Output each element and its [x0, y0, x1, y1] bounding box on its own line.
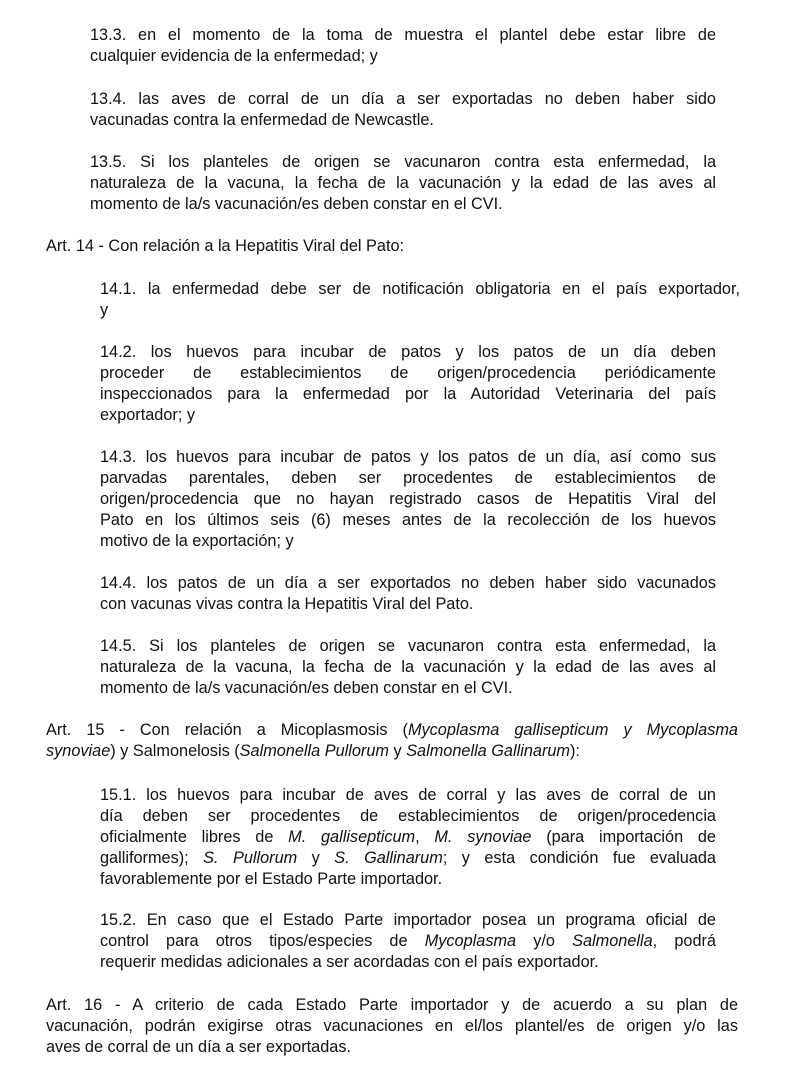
text-line: motivo de la exportación; y [100, 532, 294, 550]
text-line: origen/procedencia que no hayan registrado casos de Hepatitis Viral del [100, 490, 716, 508]
text-line: momento de la/s vacunación/es deben constar en el CVI. [90, 195, 503, 213]
text-run: oficialmente libres de [100, 828, 289, 846]
text-line: 15.2. En caso que el Estado Parte importador posea un programa oficial de [100, 911, 716, 929]
text-line: 14.1. la enfermedad debe ser de notificación obligatoria en el país exportador, [100, 280, 740, 298]
text-run: (para importación de [531, 828, 716, 846]
text-line [46, 741, 738, 762]
italic-species-name: Salmonella Gallinarum [406, 742, 570, 760]
paragraph-14-5 [100, 636, 716, 699]
article-16 [46, 995, 738, 1058]
text-line [100, 848, 716, 869]
text-line: inspeccionados para la enfermedad por la Autoridad Veterinaria del país [100, 385, 716, 403]
italic-species-name: M. synoviae [434, 828, 532, 846]
italic-species-name: Mycoplasma gallisepticum y Mycoplasma [407, 721, 738, 739]
text-line: aves de corral de un día a ser exportadas. [46, 1038, 352, 1056]
text-line: 13.5. Si los planteles de origen se vacunaron contra esta enfermedad, la [90, 153, 716, 171]
paragraph-14-3 [100, 447, 716, 552]
article-15-heading [46, 720, 738, 762]
text-line: 14.5. Si los planteles de origen se vacunaron contra esta enfermedad, la [100, 637, 716, 655]
italic-species-name: Salmonella Pullorum [239, 742, 389, 760]
italic-genus-name: Salmonella [572, 932, 653, 950]
text-line: momento de la/s vacunación/es deben constar en el CVI. [100, 679, 513, 697]
text-run: , [415, 828, 435, 846]
italic-species-name: S. Pullorum [203, 849, 298, 867]
text-run: ) y Salmonelosis ( [110, 742, 240, 760]
paragraph-13-5 [90, 152, 716, 215]
text-run: ): [569, 742, 580, 760]
text-line [100, 931, 716, 952]
text-line: naturaleza de la vacuna, la fecha de la vacunación y la edad de las aves al [100, 658, 716, 676]
text-run: y [297, 849, 335, 867]
text-line: requerir medidas adicionales a ser acordadas con el país exportador. [100, 953, 599, 971]
text-line: día deben ser procedentes de establecimientos de origen/procedencia [100, 807, 716, 825]
paragraph-14-4 [100, 573, 716, 615]
text-run: y/o [516, 932, 573, 950]
text-line: 13.3. en el momento de la toma de muestra el plantel debe estar libre de [90, 26, 716, 44]
paragraph-15-1 [100, 785, 716, 890]
text-line: vacunación, podrán exigirse otras vacunaciones en el/los plantel/es de origen y/o las [46, 1017, 738, 1035]
text-line [46, 720, 738, 741]
paragraph-14-1 [100, 279, 740, 321]
text-line: parvadas parentales, deben ser procedentes de establecimientos de [100, 469, 716, 487]
paragraph-13-4 [90, 89, 716, 131]
text-line [100, 827, 716, 848]
italic-species-name: synoviae [46, 742, 111, 760]
text-line: 13.4. las aves de corral de un día a ser exportadas no deben haber sido [90, 90, 716, 108]
text-line: con vacunas vivas contra la Hepatitis Viral del Pato. [100, 595, 474, 613]
text-run: Art. 15 - Con relación a Micoplasmosis ( [46, 721, 408, 739]
text-run: ; y esta condición fue evaluada [442, 849, 716, 867]
text-line: exportador; y [100, 406, 196, 424]
text-line: Art. 14 - Con relación a la Hepatitis Viral del Pato: [46, 237, 405, 255]
text-line: vacunadas contra la enfermedad de Newcastle. [90, 111, 434, 129]
text-line: cualquier evidencia de la enfermedad; y [90, 47, 378, 65]
text-line: Art. 16 - A criterio de cada Estado Parte importador y de acuerdo a su plan de [46, 996, 738, 1014]
text-line: proceder de establecimientos de origen/procedencia periódicamente [100, 364, 716, 382]
text-line: 14.2. los huevos para incubar de patos y los patos de un día deben [100, 343, 716, 361]
paragraph-15-2 [100, 910, 716, 973]
text-line: naturaleza de la vacuna, la fecha de la vacunación y la edad de las aves al [90, 174, 716, 192]
text-run: control para otros tipos/especies de [100, 932, 425, 950]
text-line: 15.1. los huevos para incubar de aves de corral y las aves de corral de un [100, 786, 716, 804]
text-line: Pato en los últimos seis (6) meses antes de la recolección de los huevos [100, 511, 716, 529]
text-run: galliformes); [100, 849, 204, 867]
text-run: , podrá [652, 932, 716, 950]
text-line: 14.4. los patos de un día a ser exportados no deben haber sido vacunados [100, 574, 716, 592]
italic-species-name: S. Gallinarum [334, 849, 443, 867]
paragraph-14-2 [100, 342, 716, 426]
italic-genus-name: Mycoplasma [424, 932, 517, 950]
text-line: y [100, 301, 109, 319]
article-14-heading [46, 236, 746, 257]
text-line: 14.3. los huevos para incubar de patos y los patos de un día, así como sus [100, 448, 716, 466]
italic-species-name: M. gallisepticum [288, 828, 416, 846]
paragraph-13-3 [90, 25, 716, 67]
text-line: favorablemente por el Estado Parte importador. [100, 870, 443, 888]
text-run: y [388, 742, 407, 760]
